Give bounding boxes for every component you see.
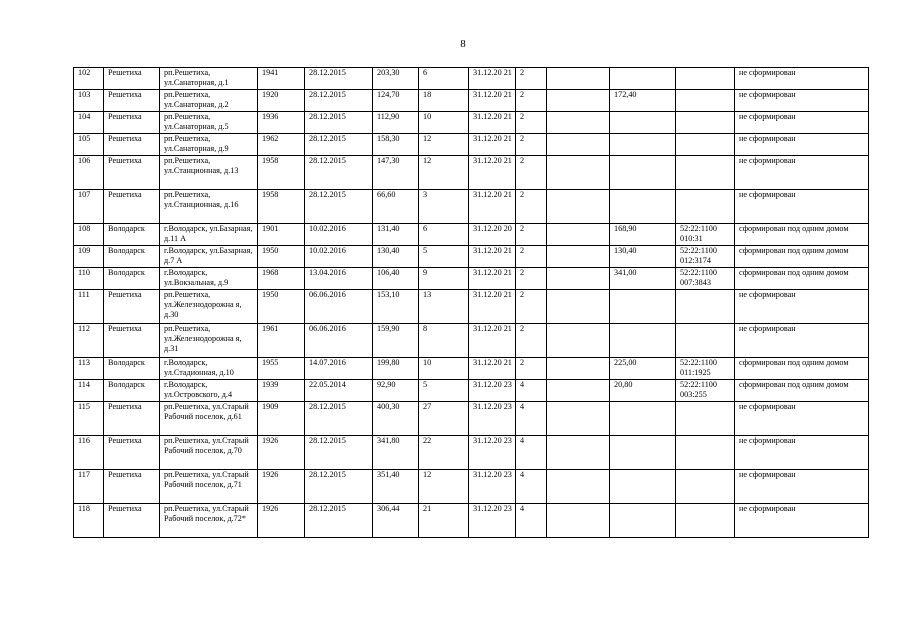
cell-empty — [547, 112, 610, 134]
cell-area: 124,70 — [373, 90, 419, 112]
cell-status: сформирован под одним домом — [735, 246, 869, 268]
cell-cadastre — [676, 156, 735, 190]
cell-address: рп.Решетиха, ул.Старый Рабочий поселок, д.72* — [160, 504, 258, 538]
cell-residents: 6 — [419, 224, 469, 246]
cell-code: 2 — [516, 90, 547, 112]
cell-num: 114 — [74, 380, 104, 402]
cell-settlement: Володарск — [104, 246, 160, 268]
cell-code: 2 — [516, 156, 547, 190]
cell-address: рп.Решетиха, ул.Железнодорожна я, д.31 — [160, 324, 258, 358]
cell-status: не сформирован — [735, 112, 869, 134]
cell-area2 — [610, 112, 676, 134]
cell-area: 203,30 — [373, 68, 419, 90]
cell-code: 4 — [516, 504, 547, 538]
cell-date: 06.06.2016 — [305, 324, 373, 358]
cell-date: 28.12.2015 — [305, 134, 373, 156]
cell-empty — [547, 68, 610, 90]
cell-num: 115 — [74, 402, 104, 436]
cell-date: 28.12.2015 — [305, 68, 373, 90]
cell-status: не сформирован — [735, 504, 869, 538]
cell-address: рп.Решетиха, ул.Старый Рабочий поселок, д.70 — [160, 436, 258, 470]
cell-settlement: Решетиха — [104, 156, 160, 190]
cell-area2: 225,00 — [610, 358, 676, 380]
cell-year: 1961 — [258, 324, 305, 358]
table-row — [74, 190, 869, 224]
cell-cadastre: 52:22:1100 007:3843 — [676, 268, 735, 290]
cell-num: 117 — [74, 470, 104, 504]
cell-area2: 168,90 — [610, 224, 676, 246]
cell-code: 2 — [516, 134, 547, 156]
cell-cadastre — [676, 190, 735, 224]
cell-code: 2 — [516, 246, 547, 268]
cell-cadastre: 52:22:1100 010:31 — [676, 224, 735, 246]
cell-area2: 20,80 — [610, 380, 676, 402]
cell-residents: 6 — [419, 68, 469, 90]
table-row — [74, 324, 869, 358]
cell-deadline: 31.12.20 21 — [469, 190, 516, 224]
cell-settlement: Решетиха — [104, 68, 160, 90]
cell-num: 104 — [74, 112, 104, 134]
cell-empty — [547, 134, 610, 156]
cell-residents: 13 — [419, 290, 469, 324]
cell-deadline: 31.12.20 21 — [469, 112, 516, 134]
cell-area2 — [610, 156, 676, 190]
cell-residents: 10 — [419, 358, 469, 380]
cell-cadastre — [676, 470, 735, 504]
page-number: 8 — [460, 38, 466, 50]
cell-year: 1901 — [258, 224, 305, 246]
cell-residents: 22 — [419, 436, 469, 470]
cell-cadastre — [676, 90, 735, 112]
cell-date: 13.04.2016 — [305, 268, 373, 290]
cell-residents: 12 — [419, 470, 469, 504]
cell-num: 105 — [74, 134, 104, 156]
cell-area2 — [610, 324, 676, 358]
cell-settlement: Решетиха — [104, 324, 160, 358]
cell-cadastre — [676, 402, 735, 436]
cell-date: 10.02.2016 — [305, 224, 373, 246]
cell-num: 110 — [74, 268, 104, 290]
cell-residents: 12 — [419, 156, 469, 190]
cell-settlement: Решетиха — [104, 436, 160, 470]
cell-num: 103 — [74, 90, 104, 112]
cell-year: 1950 — [258, 290, 305, 324]
cell-deadline: 31.12.20 20 — [469, 224, 516, 246]
table-row — [74, 268, 869, 290]
cell-year: 1939 — [258, 380, 305, 402]
cell-residents: 5 — [419, 380, 469, 402]
cell-area: 158,30 — [373, 134, 419, 156]
cell-date: 28.12.2015 — [305, 504, 373, 538]
table-row — [74, 90, 869, 112]
cell-date: 28.12.2015 — [305, 402, 373, 436]
table-row — [74, 358, 869, 380]
cell-area2 — [610, 134, 676, 156]
cell-area2: 130,40 — [610, 246, 676, 268]
cell-address: г.Володарск, ул.Базарная, д.11 А — [160, 224, 258, 246]
cell-address: рп.Решетиха, ул.Старый Рабочий поселок, д.71 — [160, 470, 258, 504]
cell-status: не сформирован — [735, 68, 869, 90]
cell-deadline: 31.12.20 21 — [469, 358, 516, 380]
cell-date: 14.07.2016 — [305, 358, 373, 380]
cell-date: 28.12.2015 — [305, 190, 373, 224]
table-row — [74, 380, 869, 402]
cell-empty — [547, 156, 610, 190]
cell-cadastre — [676, 436, 735, 470]
housing-register-table — [73, 67, 869, 538]
cell-num: 109 — [74, 246, 104, 268]
cell-residents: 18 — [419, 90, 469, 112]
cell-deadline: 31.12.20 21 — [469, 90, 516, 112]
cell-status: не сформирован — [735, 470, 869, 504]
table-row — [74, 68, 869, 90]
table-row — [74, 436, 869, 470]
cell-date: 28.12.2015 — [305, 90, 373, 112]
cell-settlement: Решетиха — [104, 112, 160, 134]
cell-deadline: 31.12.20 21 — [469, 246, 516, 268]
cell-status: не сформирован — [735, 90, 869, 112]
cell-cadastre: 52:22:1100 012:3174 — [676, 246, 735, 268]
cell-num: 102 — [74, 68, 104, 90]
cell-date: 28.12.2015 — [305, 436, 373, 470]
cell-status: сформирован под одним домом — [735, 358, 869, 380]
cell-address: рп.Решетиха, ул.Санаторная, д.1 — [160, 68, 258, 90]
cell-num: 113 — [74, 358, 104, 380]
cell-residents: 12 — [419, 134, 469, 156]
table-row — [74, 504, 869, 538]
cell-cadastre — [676, 504, 735, 538]
cell-address: г.Володарск, ул.Стадионная, д.10 — [160, 358, 258, 380]
table-row — [74, 134, 869, 156]
cell-code: 2 — [516, 324, 547, 358]
cell-date: 22.05.2014 — [305, 380, 373, 402]
cell-date: 10.02.2016 — [305, 246, 373, 268]
cell-year: 1950 — [258, 246, 305, 268]
cell-num: 112 — [74, 324, 104, 358]
cell-cadastre — [676, 112, 735, 134]
cell-empty — [547, 436, 610, 470]
cell-year: 1958 — [258, 190, 305, 224]
cell-residents: 9 — [419, 268, 469, 290]
cell-address: рп.Решетиха, ул.Станционная, д.16 — [160, 190, 258, 224]
cell-area2 — [610, 470, 676, 504]
cell-settlement: Решетиха — [104, 90, 160, 112]
cell-area: 341,80 — [373, 436, 419, 470]
cell-date: 28.12.2015 — [305, 112, 373, 134]
cell-residents: 8 — [419, 324, 469, 358]
cell-area: 153,10 — [373, 290, 419, 324]
table-row — [74, 470, 869, 504]
cell-code: 4 — [516, 402, 547, 436]
cell-address: рп.Решетиха, ул.Санаторная, д.9 — [160, 134, 258, 156]
cell-settlement: Решетиха — [104, 134, 160, 156]
cell-empty — [547, 504, 610, 538]
cell-year: 1926 — [258, 504, 305, 538]
cell-deadline: 31.12.20 21 — [469, 134, 516, 156]
cell-address: г.Володарск, ул.Базарная, д.7 А — [160, 246, 258, 268]
cell-status: не сформирован — [735, 436, 869, 470]
cell-settlement: Решетиха — [104, 290, 160, 324]
cell-year: 1968 — [258, 268, 305, 290]
cell-area2 — [610, 190, 676, 224]
cell-settlement: Володарск — [104, 380, 160, 402]
cell-area2 — [610, 402, 676, 436]
cell-year: 1926 — [258, 470, 305, 504]
cell-empty — [547, 380, 610, 402]
cell-residents: 21 — [419, 504, 469, 538]
cell-year: 1920 — [258, 90, 305, 112]
cell-num: 118 — [74, 504, 104, 538]
cell-residents: 3 — [419, 190, 469, 224]
cell-empty — [547, 358, 610, 380]
cell-deadline: 31.12.20 21 — [469, 68, 516, 90]
cell-area: 112,90 — [373, 112, 419, 134]
cell-empty — [547, 290, 610, 324]
cell-empty — [547, 224, 610, 246]
cell-deadline: 31.12.20 23 — [469, 436, 516, 470]
cell-status: не сформирован — [735, 156, 869, 190]
cell-year: 1941 — [258, 68, 305, 90]
cell-area: 131,40 — [373, 224, 419, 246]
cell-settlement: Решетиха — [104, 402, 160, 436]
cell-cadastre — [676, 68, 735, 90]
cell-residents: 10 — [419, 112, 469, 134]
cell-area: 351,40 — [373, 470, 419, 504]
cell-year: 1936 — [258, 112, 305, 134]
cell-area2 — [610, 436, 676, 470]
cell-residents: 5 — [419, 246, 469, 268]
cell-code: 2 — [516, 358, 547, 380]
cell-empty — [547, 90, 610, 112]
cell-empty — [547, 324, 610, 358]
cell-code: 2 — [516, 224, 547, 246]
cell-year: 1909 — [258, 402, 305, 436]
cell-address: рп.Решетиха, ул.Санаторная, д.2 — [160, 90, 258, 112]
cell-status: не сформирован — [735, 134, 869, 156]
cell-address: рп.Решетиха, ул.Санаторная, д.5 — [160, 112, 258, 134]
cell-num: 106 — [74, 156, 104, 190]
cell-area2 — [610, 68, 676, 90]
cell-status: не сформирован — [735, 402, 869, 436]
cell-address: г.Володарск, ул.Островского, д.4 — [160, 380, 258, 402]
cell-deadline: 31.12.20 21 — [469, 268, 516, 290]
cell-area: 159,90 — [373, 324, 419, 358]
cell-area: 106,40 — [373, 268, 419, 290]
cell-empty — [547, 470, 610, 504]
cell-area: 130,40 — [373, 246, 419, 268]
cell-deadline: 31.12.20 21 — [469, 290, 516, 324]
cell-year: 1955 — [258, 358, 305, 380]
cell-num: 108 — [74, 224, 104, 246]
table-row — [74, 402, 869, 436]
cell-code: 2 — [516, 190, 547, 224]
cell-code: 2 — [516, 68, 547, 90]
cell-deadline: 31.12.20 23 — [469, 470, 516, 504]
cell-deadline: 31.12.20 23 — [469, 504, 516, 538]
cell-deadline: 31.12.20 21 — [469, 156, 516, 190]
cell-code: 2 — [516, 268, 547, 290]
cell-code: 4 — [516, 470, 547, 504]
cell-settlement: Володарск — [104, 358, 160, 380]
cell-date: 28.12.2015 — [305, 156, 373, 190]
cell-cadastre: 52:22:1100 011:1925 — [676, 358, 735, 380]
cell-status: не сформирован — [735, 324, 869, 358]
cell-deadline: 31.12.20 23 — [469, 402, 516, 436]
cell-area: 92,90 — [373, 380, 419, 402]
table-row — [74, 112, 869, 134]
cell-empty — [547, 268, 610, 290]
cell-deadline: 31.12.20 21 — [469, 324, 516, 358]
cell-area: 400,30 — [373, 402, 419, 436]
cell-settlement: Володарск — [104, 268, 160, 290]
cell-address: г.Володарск, ул.Вокзальная, д.9 — [160, 268, 258, 290]
cell-address: рп.Решетиха, ул.Старый Рабочий поселок, д.61 — [160, 402, 258, 436]
cell-status: сформирован под одним домом — [735, 268, 869, 290]
cell-area: 147,30 — [373, 156, 419, 190]
cell-num: 111 — [74, 290, 104, 324]
cell-empty — [547, 402, 610, 436]
cell-empty — [547, 190, 610, 224]
table-row — [74, 224, 869, 246]
cell-num: 107 — [74, 190, 104, 224]
cell-status: сформирован под одним домом — [735, 224, 869, 246]
cell-code: 4 — [516, 380, 547, 402]
cell-year: 1962 — [258, 134, 305, 156]
cell-code: 4 — [516, 436, 547, 470]
cell-status: не сформирован — [735, 190, 869, 224]
table-body — [74, 68, 869, 538]
cell-address: рп.Решетиха, ул.Станционная, д.13 — [160, 156, 258, 190]
cell-num: 116 — [74, 436, 104, 470]
table-row — [74, 156, 869, 190]
cell-settlement: Володарск — [104, 224, 160, 246]
cell-area: 199,80 — [373, 358, 419, 380]
cell-area2: 172,40 — [610, 90, 676, 112]
cell-area: 306,44 — [373, 504, 419, 538]
cell-residents: 27 — [419, 402, 469, 436]
cell-cadastre: 52:22:1100 003:255 — [676, 380, 735, 402]
cell-area2 — [610, 290, 676, 324]
cell-date: 28.12.2015 — [305, 470, 373, 504]
cell-year: 1958 — [258, 156, 305, 190]
table-row — [74, 290, 869, 324]
cell-settlement: Решетиха — [104, 470, 160, 504]
cell-year: 1926 — [258, 436, 305, 470]
cell-area2: 341,00 — [610, 268, 676, 290]
table-row — [74, 246, 869, 268]
cell-area: 66,60 — [373, 190, 419, 224]
cell-area2 — [610, 504, 676, 538]
cell-address: рп.Решетиха, ул.Железнодорожна я, д.30 — [160, 290, 258, 324]
cell-date: 06.06.2016 — [305, 290, 373, 324]
cell-deadline: 31.12.20 23 — [469, 380, 516, 402]
cell-status: сформирован под одним домом — [735, 380, 869, 402]
cell-settlement: Решетиха — [104, 190, 160, 224]
cell-cadastre — [676, 290, 735, 324]
cell-empty — [547, 246, 610, 268]
cell-cadastre — [676, 324, 735, 358]
cell-cadastre — [676, 134, 735, 156]
cell-code: 2 — [516, 290, 547, 324]
cell-status: не сформирован — [735, 290, 869, 324]
cell-code: 2 — [516, 112, 547, 134]
cell-settlement: Решетиха — [104, 504, 160, 538]
